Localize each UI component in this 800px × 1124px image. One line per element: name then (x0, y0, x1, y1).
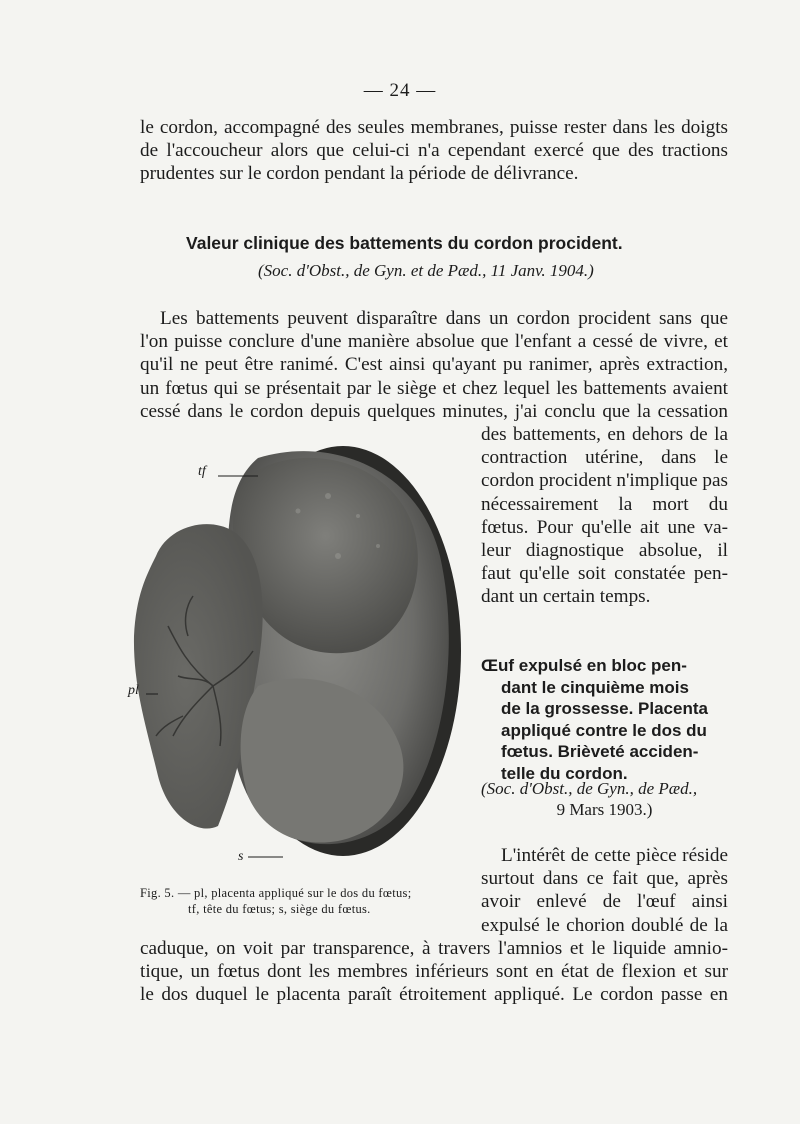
text-line: un fœtus qui se présentait par le siège et chez lequel les battements avaient (140, 377, 728, 399)
figure-caption (140, 886, 462, 917)
title-line: Œuf expulsé en bloc pen- (481, 656, 687, 675)
section-title-battements: Valeur clinique des battements du cordon procident. (186, 233, 623, 253)
text-line: Les battements peuvent disparaître dans un cordon procident sans que (160, 308, 728, 329)
specimen-image (128, 436, 468, 866)
text-line: le dos duquel le placenta paraît étroitement appliqué. Le cordon passe en (140, 984, 728, 1006)
figure-label-s: s (238, 849, 244, 864)
paragraph-battements-narrow (481, 423, 728, 609)
figure-specimen-photo (128, 436, 468, 866)
text-line: leur diagnostique absolue, il (481, 540, 728, 562)
text-line: expulsé le chorion doublé de la (481, 914, 728, 936)
text-line: dant un certain temps. (481, 586, 651, 608)
ref-line: 9 Mars 1903.) (556, 800, 653, 819)
section-title-oeuf (481, 655, 728, 784)
text-line: caduque, on voit par transparence, à travers l'amnios et le liquide amnio- (140, 938, 728, 959)
title-line: de la grossesse. Placenta (501, 699, 708, 718)
text-line: le cordon, accompagné des seules membranes, puisse rester dans les doigts (140, 117, 728, 138)
title-line: telle du cordon. (501, 763, 628, 783)
text-line: surtout dans ce fait que, après (481, 868, 728, 890)
figure-label-tf: tf (198, 464, 206, 479)
text-line: de l'accoucheur alors que celui-ci n'a cependant exercé que des tractions (140, 140, 728, 162)
caption-line: tf, tête du fœtus; s, siège du fœtus. (188, 901, 371, 916)
section-reference-battements: (Soc. d'Obst., de Gyn. et de Pæd., 11 Janv. 1904.) (258, 261, 594, 280)
text-line: faut qu'elle soit constatée pen- (481, 563, 728, 585)
text-line: nécessairement la mort du (481, 493, 728, 515)
text-line: cessé dans le cordon depuis quelques minutes, j'ai conclu que la cessation (140, 400, 728, 422)
text-line: l'on puisse conclure d'une manière absolue que l'enfant a cessé de vivre, et (140, 331, 728, 353)
ref-line: (Soc. d'Obst., de Gyn., de Pæd., (481, 779, 698, 798)
title-line: fœtus. Brièveté acciden- (501, 742, 699, 761)
title-line: appliqué contre le dos du (501, 720, 707, 740)
text-line: qu'il ne peut être ranimé. C'est ainsi qu'ayant pu ranimer, après extraction, (140, 354, 728, 376)
paragraph-interet-narrow (481, 844, 728, 937)
text-line: fœtus. Pour qu'elle ait une va- (481, 516, 728, 538)
text-line: des battements, en dehors de la (481, 424, 728, 445)
text-line: L'intérêt de cette pièce réside (501, 845, 728, 866)
text-line: avoir enlevé de l'œuf ainsi (481, 891, 728, 913)
text-line: tique, un fœtus dont les membres inférieurs sont en état de flexion et sur (140, 961, 728, 983)
section-reference-oeuf (481, 778, 728, 820)
title-line: dant le cinquième mois (501, 677, 689, 697)
paragraph-top (140, 116, 728, 186)
caption-line: Fig. 5. — pl, placenta appliqué sur le dos du fœtus; (140, 886, 412, 900)
text-line: contraction utérine, dans le (481, 447, 728, 469)
paragraph-battements (140, 307, 728, 423)
text-line: cordon procident n'implique pas (481, 470, 728, 492)
paragraph-interet (140, 937, 728, 1007)
text-line: prudentes sur le cordon pendant la période de délivrance. (140, 163, 579, 185)
page-number: — 24 — (363, 80, 437, 101)
figure-label-pl: pl (128, 683, 139, 698)
